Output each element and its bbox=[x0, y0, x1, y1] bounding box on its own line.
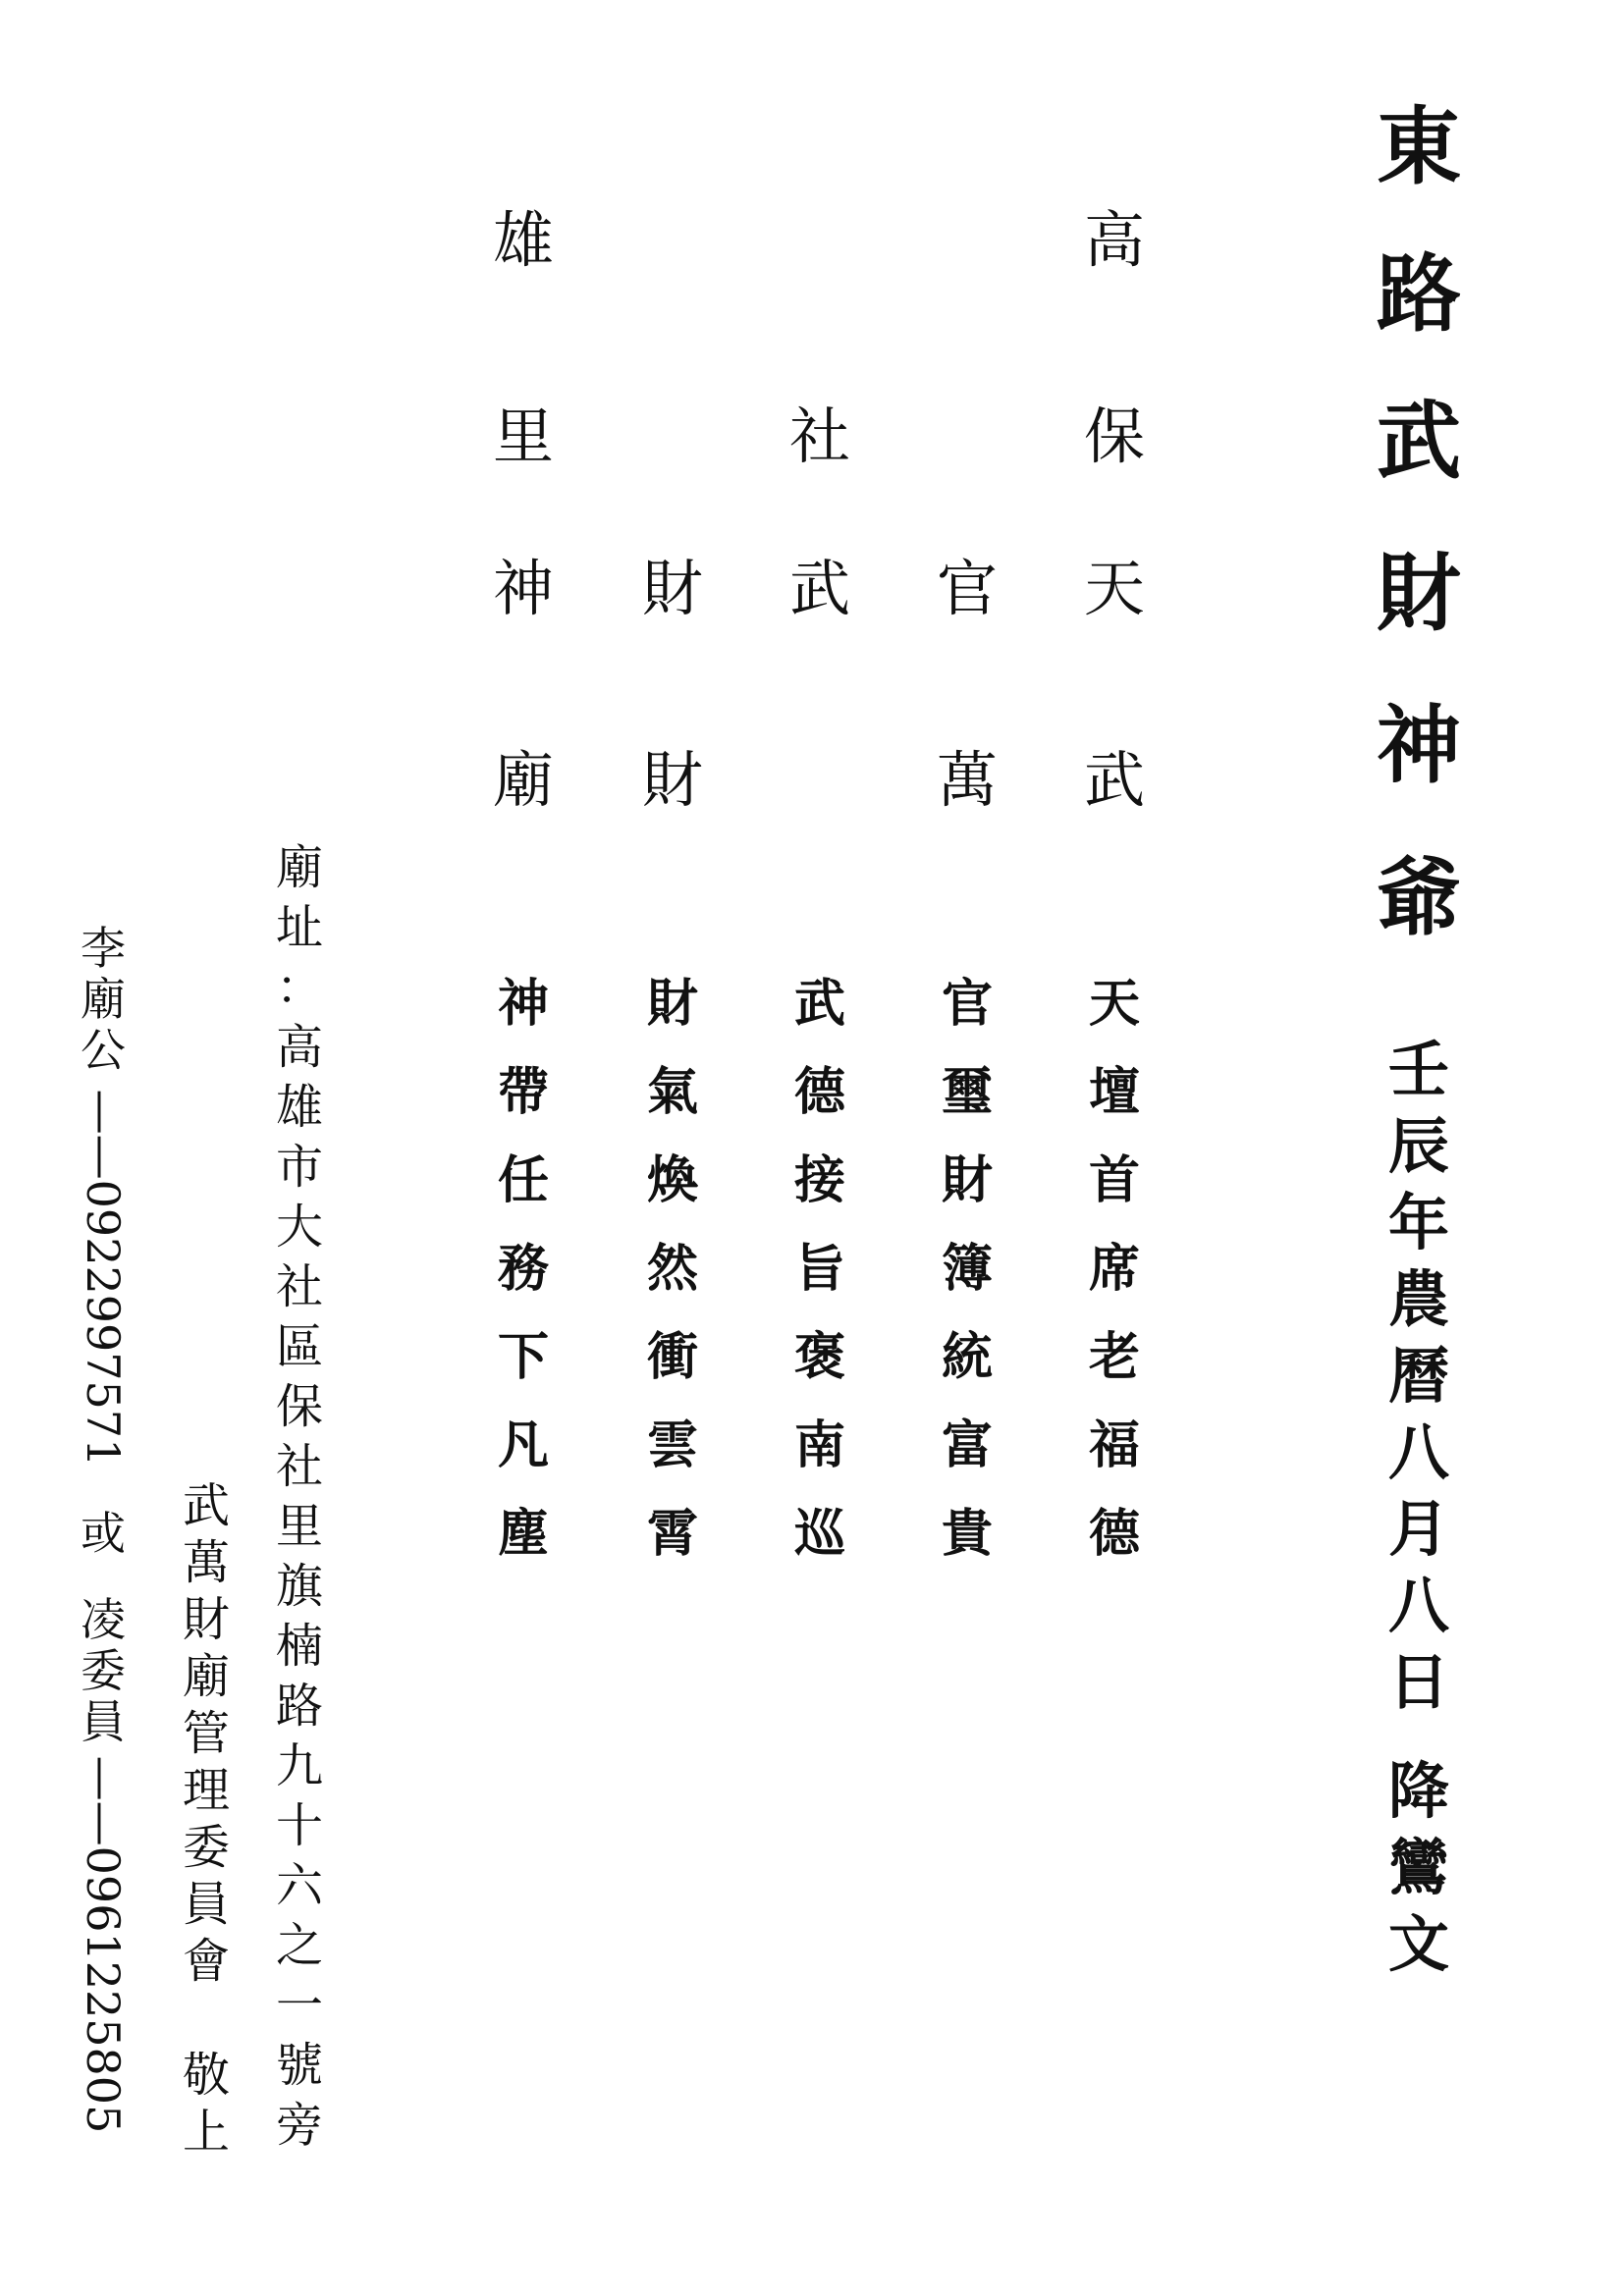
poem-char: 壇 bbox=[1088, 1062, 1140, 1122]
poem-char: 南 bbox=[793, 1415, 845, 1475]
poem-upper-char: 武 bbox=[788, 553, 850, 624]
poem-char: 財 bbox=[646, 974, 698, 1034]
title-char: 財 bbox=[1377, 544, 1461, 643]
poem-line-2 bbox=[928, 962, 1006, 1571]
committee-char: 員 bbox=[182, 1877, 230, 1932]
date-char: 年 bbox=[1387, 1187, 1449, 1258]
poem-char: 務 bbox=[497, 1239, 549, 1299]
contact-li-char: 李 bbox=[81, 922, 126, 975]
poem-upper-char: 財 bbox=[641, 553, 703, 624]
poem-upper-char: 武 bbox=[1083, 744, 1145, 816]
committee-char: 廟 bbox=[182, 1649, 230, 1704]
address-char: 址 bbox=[275, 900, 323, 955]
contact-ling-char: 凌 bbox=[81, 1593, 126, 1646]
poem-char: 德 bbox=[793, 1062, 845, 1122]
committee-char: 會 bbox=[182, 1934, 230, 1989]
poem-upper-char: 里 bbox=[492, 400, 554, 472]
contact-ling-char: 委 bbox=[81, 1644, 126, 1697]
address-char: 社 bbox=[275, 1259, 323, 1314]
poem-char: 武 bbox=[793, 974, 845, 1034]
poem-char: 天 bbox=[1088, 974, 1140, 1034]
address-char: 一 bbox=[275, 1978, 323, 2033]
address-char: 旗 bbox=[275, 1559, 323, 1614]
poem-char: 雲 bbox=[646, 1415, 698, 1475]
poem-char: 貴 bbox=[941, 1504, 993, 1564]
poem-char: 帶 bbox=[497, 1062, 549, 1122]
address-char: 號 bbox=[275, 2038, 323, 2093]
date-char: 日 bbox=[1387, 1646, 1449, 1718]
poem-char: 神 bbox=[497, 974, 549, 1034]
poem-char: 霄 bbox=[646, 1504, 698, 1564]
address-char: 路 bbox=[275, 1679, 323, 1734]
contact-ling-char: 員 bbox=[81, 1695, 126, 1748]
date-char: 八 bbox=[1387, 1570, 1449, 1641]
address-char: 之 bbox=[275, 1918, 323, 1973]
respectfully-char: 上 bbox=[182, 2105, 230, 2160]
address-char: 十 bbox=[275, 1798, 323, 1853]
poem-char: 富 bbox=[941, 1415, 993, 1475]
poem-line-1 bbox=[1075, 962, 1154, 1571]
poem-line-3 bbox=[781, 962, 859, 1571]
contact-li-char: 廟 bbox=[81, 973, 126, 1026]
contact-li-phone: ——0922997571 bbox=[77, 1089, 130, 1468]
poem-char: 璽 bbox=[941, 1062, 993, 1122]
poem-char: 德 bbox=[1088, 1504, 1140, 1564]
temple-address bbox=[265, 829, 334, 2174]
poem-upper-col-2 bbox=[923, 191, 1011, 829]
poem-char: 旨 bbox=[793, 1239, 845, 1299]
poem-char: 老 bbox=[1088, 1327, 1140, 1387]
poem-upper-char: 官 bbox=[936, 553, 998, 624]
address-char: ： bbox=[275, 960, 323, 1015]
poem-upper-char: 社 bbox=[788, 400, 850, 472]
poem-upper-char: 財 bbox=[641, 744, 703, 816]
poem-upper-char: 高 bbox=[1083, 204, 1145, 276]
address-char: 里 bbox=[275, 1499, 323, 1554]
address-char: 保 bbox=[275, 1379, 323, 1434]
poem-upper-col-1 bbox=[1070, 191, 1159, 829]
poem-upper-col-3 bbox=[776, 191, 864, 829]
date-char: 月 bbox=[1387, 1493, 1449, 1565]
poem-char: 褒 bbox=[793, 1327, 845, 1387]
contact-li-phone-wrap bbox=[69, 1072, 137, 1484]
poem-line-5 bbox=[484, 962, 563, 1571]
poem-char: 凡 bbox=[497, 1415, 549, 1475]
poem-char: 下 bbox=[497, 1327, 549, 1387]
poem-char: 統 bbox=[941, 1327, 993, 1387]
poem-char: 席 bbox=[1088, 1239, 1140, 1299]
date-char: 農 bbox=[1387, 1263, 1449, 1335]
poem-upper-col-4 bbox=[628, 191, 717, 829]
address-char: 旁 bbox=[275, 2098, 323, 2153]
poem-upper-col-5 bbox=[479, 191, 568, 829]
poem-char: 巡 bbox=[793, 1504, 845, 1564]
committee-char: 財 bbox=[182, 1592, 230, 1647]
address-char: 六 bbox=[275, 1858, 323, 1913]
poem-upper-char: 天 bbox=[1083, 553, 1145, 624]
poem-char: 首 bbox=[1088, 1150, 1140, 1210]
contact-column bbox=[69, 913, 137, 2150]
descent-char: 文 bbox=[1387, 1908, 1449, 1980]
poem-upper-char: 神 bbox=[492, 553, 554, 624]
address-char: 雄 bbox=[275, 1080, 323, 1135]
descent-char: 降 bbox=[1387, 1755, 1449, 1827]
contact-or: 或 bbox=[81, 1507, 126, 1560]
poem-char: 然 bbox=[646, 1239, 698, 1299]
title-char: 路 bbox=[1377, 244, 1461, 344]
respectfully-char: 敬 bbox=[182, 2048, 230, 2103]
address-char: 社 bbox=[275, 1439, 323, 1494]
contact-ling-phone: ——0961225805 bbox=[77, 1755, 130, 2134]
poem-char: 福 bbox=[1088, 1415, 1140, 1475]
committee-char: 武 bbox=[182, 1478, 230, 1533]
date-column bbox=[1375, 1021, 1463, 1980]
contact-ling-phone-wrap bbox=[69, 1743, 137, 2146]
poem-char: 任 bbox=[497, 1150, 549, 1210]
date-char: 八 bbox=[1387, 1416, 1449, 1488]
date-char: 壬 bbox=[1387, 1034, 1449, 1105]
title-char: 武 bbox=[1377, 392, 1461, 491]
poem-upper-char: 保 bbox=[1083, 400, 1145, 472]
poem-char: 官 bbox=[941, 974, 993, 1034]
poem-char: 簿 bbox=[941, 1239, 993, 1299]
address-char: 市 bbox=[275, 1140, 323, 1195]
committee-char: 理 bbox=[182, 1763, 230, 1818]
poem-upper-char: 萬 bbox=[936, 744, 998, 816]
title-char: 東 bbox=[1377, 97, 1461, 196]
address-char: 九 bbox=[275, 1738, 323, 1793]
address-char: 高 bbox=[275, 1020, 323, 1075]
poem-upper-char: 雄 bbox=[492, 204, 554, 276]
title-char: 爺 bbox=[1377, 848, 1461, 947]
address-char: 廟 bbox=[275, 840, 323, 895]
contact-li-char: 公 bbox=[81, 1024, 126, 1077]
address-char: 區 bbox=[275, 1319, 323, 1374]
date-char: 辰 bbox=[1387, 1110, 1449, 1182]
poem-char: 接 bbox=[793, 1150, 845, 1210]
poem-char: 塵 bbox=[497, 1504, 549, 1564]
title-column bbox=[1365, 79, 1473, 947]
committee-char: 管 bbox=[182, 1706, 230, 1761]
descent-char: 鸞 bbox=[1387, 1832, 1449, 1903]
poem-line-4 bbox=[633, 962, 712, 1571]
address-char: 大 bbox=[275, 1200, 323, 1255]
poem-upper-char: 廟 bbox=[492, 744, 554, 816]
poem-char: 氣 bbox=[646, 1062, 698, 1122]
title-char: 神 bbox=[1377, 696, 1461, 795]
committee-char: 委 bbox=[182, 1820, 230, 1875]
committee-char: 萬 bbox=[182, 1535, 230, 1590]
poem-char: 煥 bbox=[646, 1150, 698, 1210]
date-char: 曆 bbox=[1387, 1340, 1449, 1412]
poem-char: 衝 bbox=[646, 1327, 698, 1387]
address-char: 楠 bbox=[275, 1619, 323, 1674]
poem-char: 財 bbox=[941, 1150, 993, 1210]
committee-signature bbox=[172, 1468, 241, 2174]
